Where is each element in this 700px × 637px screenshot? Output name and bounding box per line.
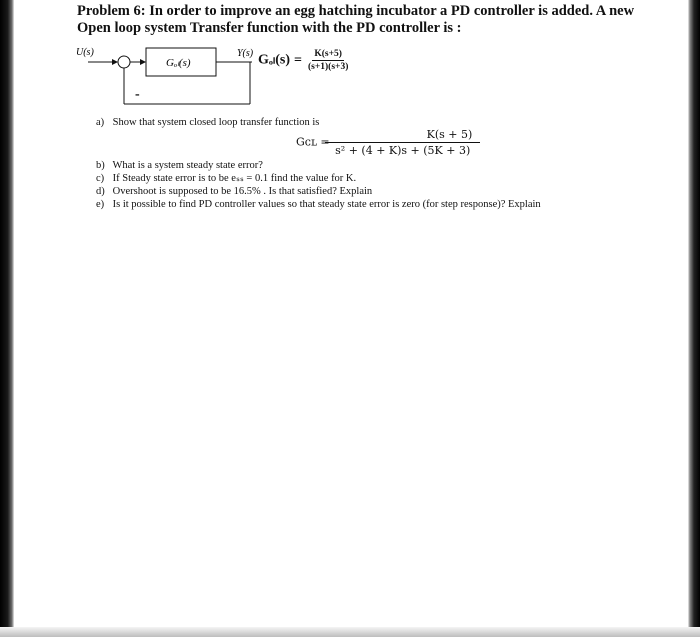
question-d (96, 186, 372, 198)
problem-title: Problem 6: In order to improve an egg hatching incubator a PD controller is added. A new Open loop system Transfer function with the PD controller is : (77, 3, 635, 36)
closed-loop-lhs: Gᴄʟ = (296, 135, 330, 149)
question-b-label: b) (96, 160, 105, 171)
question-a-label: a) (96, 117, 105, 128)
photo-edge-right (688, 0, 700, 637)
question-d-label: d) (96, 186, 105, 197)
question-e-label: e) (96, 199, 105, 210)
photo-edge-left (0, 0, 14, 637)
question-a-text: Show that system closed loop transfer function is (112, 117, 320, 128)
block-diagram (74, 42, 264, 112)
question-b-text: What is a system steady state error? (112, 160, 263, 171)
question-b (96, 160, 263, 172)
summing-junction (118, 56, 130, 68)
output-label: Y(s) (237, 48, 254, 59)
question-d-text: Overshoot is supposed to be 16.5% . Is that satisfied? Explain (112, 186, 373, 197)
document-page (14, 0, 688, 627)
input-arrowhead (112, 59, 118, 65)
question-c (96, 173, 356, 185)
open-loop-denominator: (s+1)(s+3) (307, 62, 349, 72)
question-c-text: If Steady state error is to be eₛₛ = 0.1 find the value for K. (112, 173, 357, 184)
closed-loop-fraction (333, 128, 472, 157)
feedback-sign: - (135, 87, 140, 102)
closed-loop-denominator: s² + (4 + K)s + (5K + 3) (335, 144, 471, 157)
closed-loop-transfer-function (296, 128, 472, 157)
plant-block-label: Gₒₗ(s) (166, 57, 191, 69)
closed-loop-numerator: K(s + 5) (325, 128, 480, 143)
open-loop-lhs: Gₒₗ(s) (258, 52, 290, 68)
open-loop-equals: = (294, 52, 302, 68)
open-loop-transfer-function (258, 49, 350, 72)
question-e-text: Is it possible to find PD controller values so that steady state error is zero (for step response)? Explain (112, 199, 541, 210)
photo-edge-bottom (0, 627, 700, 637)
open-loop-numerator: K(s+5) (314, 49, 342, 59)
input-label: U(s) (76, 47, 94, 58)
block-input-arrowhead (140, 59, 146, 65)
question-e (96, 199, 541, 211)
question-c-label: c) (96, 173, 105, 184)
open-loop-fraction (306, 49, 350, 72)
question-a (96, 117, 319, 129)
